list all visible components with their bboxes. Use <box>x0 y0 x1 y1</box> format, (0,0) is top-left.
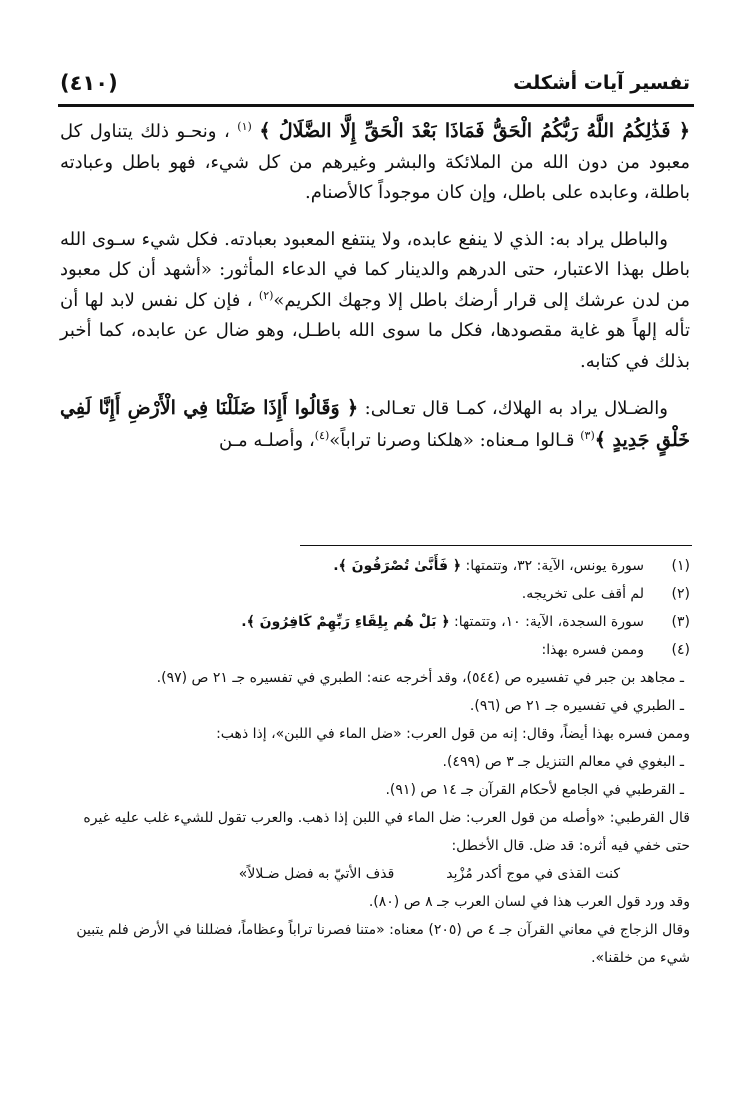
footnote-number: (٣) <box>671 614 690 630</box>
running-title: تفسير آيات أشكلت <box>513 72 690 94</box>
paragraph-1-text: ، ونحـو ذلك يتناول كل معبود من دون الله من الملائكة والبشر وغيرهم من كل شيء، فهو باطل وعبادته باطلة، وعابده على باطل، وإن كان موجوداً كالأصنام. <box>60 121 690 203</box>
paragraph-2-text-after: ، فإن كل نفس لابد لها أن تأله إلهاً هو غاية مقصودها، فكل ما سوى الله باطـل، وهو ضال عن عابده، كما أخبر بذلك في كتابه. <box>60 289 690 372</box>
footnote-ref-4: (٤) <box>314 428 330 442</box>
footnote-ref-1: (١) <box>237 120 252 133</box>
footnote-line: وممن فسره بهذا أيضاً، وقال: إنه من قول العرب: «ضل الماء في اللبن»، إذا ذهب: <box>216 726 690 742</box>
paragraph-2 <box>60 225 690 378</box>
footnote-line: ـ مجاهد بن جبر في تفسيره ص (٥٤٤)، وقد أخرجه عنه: الطبري في تفسيره جـ ٢١ ص (٩٧). <box>156 670 684 686</box>
main-text <box>60 116 690 456</box>
verse-first-hemistich: كنت القذى في موج أكدر مُزْبِد <box>446 866 620 882</box>
footnote-ref-3: (٣) <box>580 428 595 442</box>
page-number: (٤١٠) <box>60 71 118 95</box>
footnote-text: سورة السجدة، الآية: ١٠، وتتمتها: <box>454 614 644 630</box>
paragraph-1 <box>60 116 690 209</box>
footnote-3 <box>60 608 690 636</box>
header-rule <box>58 104 694 107</box>
quran-verse-2: ﴿ وَقَالُوا أَإِذَا ضَلَلْنَا فِي الْأَرْضِ أَإِنَّا لَفِي خَلْقٍ جَدِيدٍ ﴾ <box>60 397 690 451</box>
footnote-ref-2: (٢) <box>258 288 274 302</box>
footnote-line: ـ الطبري في تفسيره جـ ٢١ ص (٩٦). <box>469 698 684 714</box>
quran-verse-1: ﴿ فَذَٰلِكُمُ اللَّهُ رَبُّكُمُ الْحَقُّ فَمَاذَا بَعْدَ الْحَقِّ إِلَّا الضَّلَالُ ﴾ <box>259 120 690 142</box>
footnote-4 <box>60 636 690 664</box>
verse-second-hemistich: قذف الأتيّ به فضل ضـلالاً» <box>238 866 395 882</box>
footnote-text: سورة يونس، الآية: ٣٢، وتتمتها: <box>465 558 644 574</box>
footnote-line: ـ البغوي في معالم التنزيل جـ ٣ ص (٤٩٩). <box>442 754 684 770</box>
footnote-separator <box>300 545 692 546</box>
footnote-line: وقال الزجاج في معاني القرآن جـ ٤ ص (٢٠٥) معناه: «متنا فصرنا تراباً وعظاماً، فضللنا في الأرض فلم يتبين شيء من خلقنا». <box>76 922 690 966</box>
footnote-quran: ﴿ فَأَنَّىٰ تُصْرَفُونَ ﴾. <box>333 558 462 574</box>
paragraph-3-text-mid: قـالوا مـعناه: «هلكنا وصرنا تراباً» <box>329 429 575 451</box>
paragraph-3-text-end: ، وأصلـه مـن <box>219 429 315 451</box>
footnote-text: وممن فسره بهذا: <box>541 642 644 658</box>
footnote-1 <box>60 552 690 580</box>
footnote-text: لم أقف على تخريجه. <box>521 586 644 602</box>
footnote-number: (٢) <box>671 586 690 602</box>
footnote-number: (١) <box>671 558 690 574</box>
footnote-line: قال القرطبي: «وأصله من قول العرب: ضل الماء في اللبن إذا ذهب. والعرب تقول للشيء غلب عليه غيره حتى خفي فيه أثره: قد ضل. قال الأخطل: <box>83 810 690 854</box>
footnote-line: وقد ورد قول العرب هذا في لسان العرب جـ ٨ ص (٨٠). <box>368 894 690 910</box>
footnote-quran: ﴿ بَلْ هُم بِلِقَاءِ رَبِّهِمْ كَافِرُونَ ﴾. <box>241 614 450 630</box>
paragraph-3 <box>60 393 690 456</box>
footnote-2 <box>60 580 690 608</box>
footnote-line: ـ القرطبي في الجامع لأحكام القرآن جـ ١٤ ص (٩١). <box>385 782 684 798</box>
paragraph-2-text: والباطل يراد به: الذي لا ينفع عابده، ولا ينتفع المعبود بعبادته. فكل شيء سـوى الله باطل بهذا الاعتبار، حتى الدرهم والدينار كما في الدعاء المأثور: «أشهد أن كل معبود من لدن عرشك إلى قرار أرضك باطل إلا وجهك الكريم» <box>60 228 690 311</box>
page-header <box>60 68 690 98</box>
paragraph-3-text: والضـلال يراد به الهلاك، كمـا قال تعـالى: <box>364 398 668 419</box>
poetry-verse <box>60 860 690 888</box>
footnotes <box>60 552 690 972</box>
footnote-number: (٤) <box>671 642 690 658</box>
